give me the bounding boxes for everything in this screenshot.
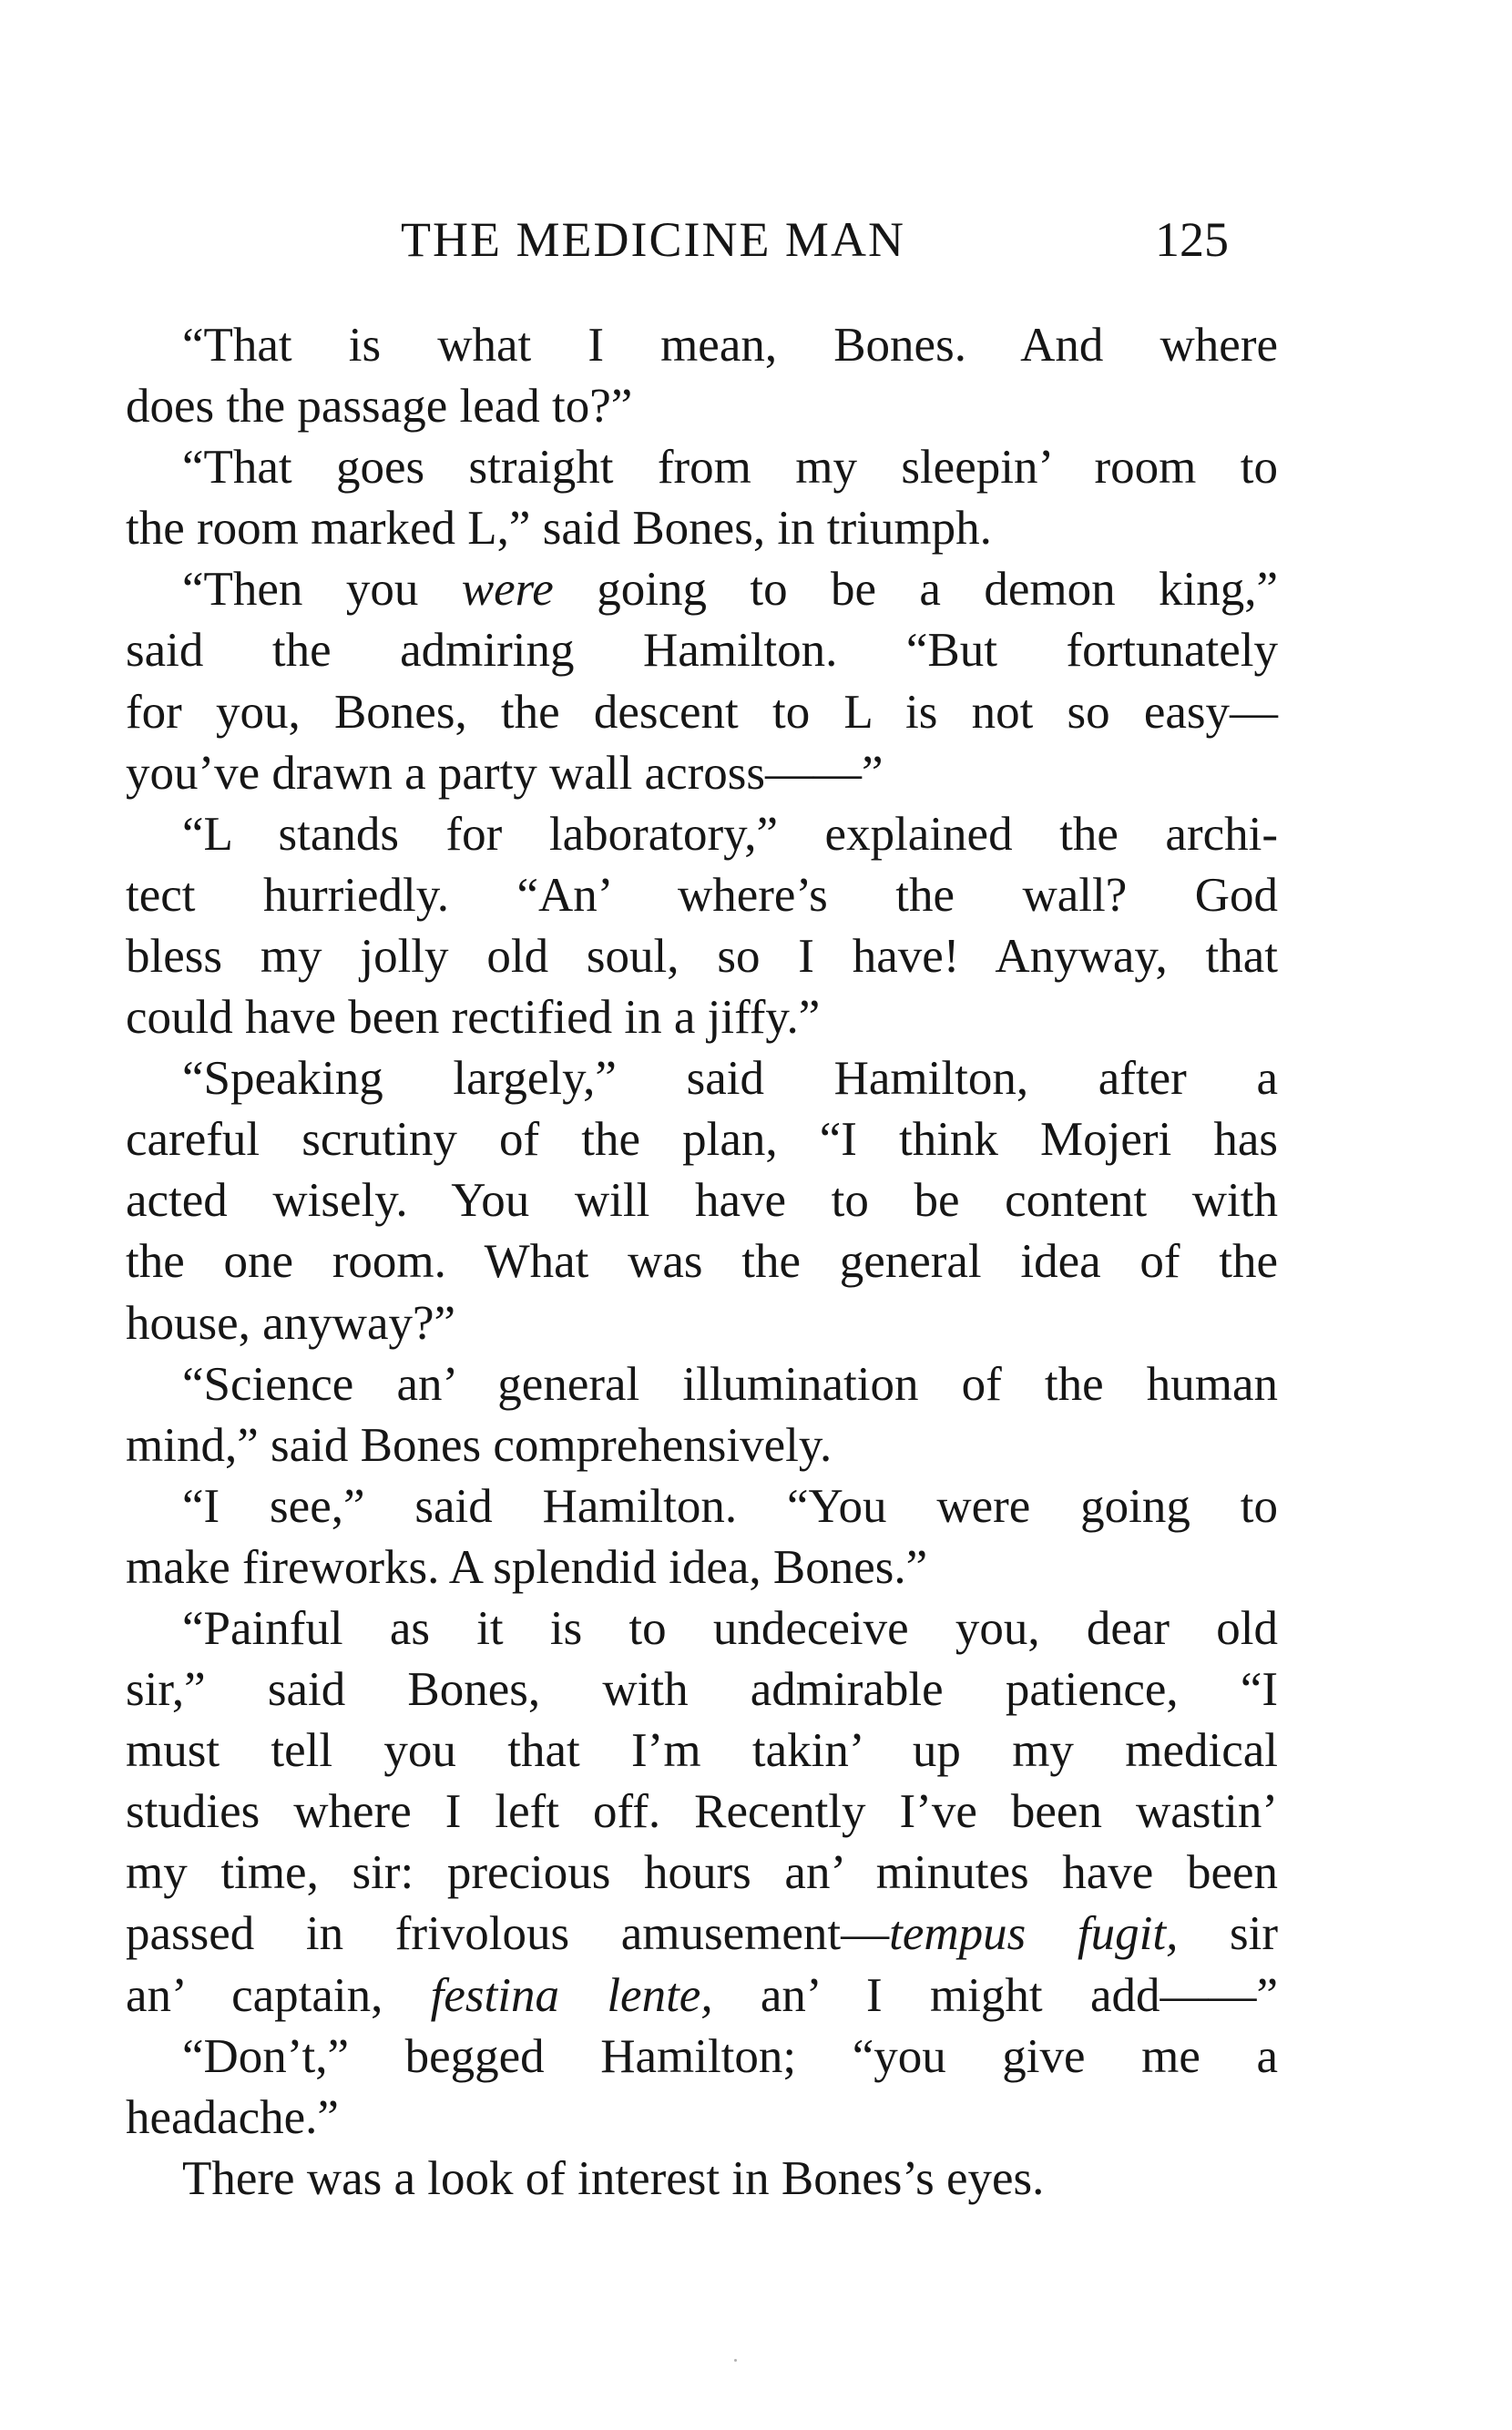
text-run: “Then you <box>182 563 462 617</box>
text-line <box>126 1598 1278 1659</box>
text-run: There was a look of interest in Bones’s eyes. <box>182 2151 1045 2205</box>
italic-run: tempus fugit, <box>889 1907 1179 1961</box>
body-text <box>126 315 1278 2210</box>
text-line <box>126 1843 1278 1904</box>
text-line <box>126 682 1278 743</box>
text-line <box>126 1537 1278 1598</box>
page-number: 125 <box>1155 212 1229 267</box>
text-line <box>126 315 1278 376</box>
text-line <box>126 2088 1278 2149</box>
text-run: must tell you that I’m takin’ up my medical <box>126 1724 1278 1778</box>
text-run: the room marked L,” said Bones, in triumph. <box>126 502 992 556</box>
text-run: “That goes straight from my sleepin’ room to <box>182 441 1278 495</box>
text-run: for you, Bones, the descent to L is not so easy— <box>126 685 1278 739</box>
text-run: sir,” said Bones, with admirable patience, “I <box>126 1663 1278 1717</box>
text-line <box>126 1415 1278 1476</box>
text-line <box>126 1170 1278 1231</box>
text-run: headache.” <box>126 2090 339 2144</box>
text-run: “Speaking largely,” said Hamilton, after a <box>182 1052 1278 1106</box>
text-line <box>126 1354 1278 1415</box>
text-run: careful scrutiny of the plan, “I think Mojeri has <box>126 1113 1278 1167</box>
text-run: “That is what I mean, Bones. And where <box>182 319 1278 372</box>
text-line <box>126 1476 1278 1537</box>
text-run: an’ captain, <box>126 1968 431 2022</box>
text-line <box>126 2027 1278 2088</box>
running-head <box>0 208 1512 271</box>
text-run: said the admiring Hamilton. “But fortunately <box>126 624 1278 678</box>
text-run: the one room. What was the general idea of the <box>126 1235 1278 1289</box>
text-line <box>126 1720 1278 1782</box>
text-line <box>126 1231 1278 1292</box>
text-run: sir <box>1178 1907 1278 1961</box>
text-run: does the passage lead to?” <box>126 380 633 434</box>
text-line <box>126 2149 1278 2210</box>
text-run: could have been rectified in a jiffy.” <box>126 991 821 1045</box>
text-line <box>126 376 1278 437</box>
text-run: you’ve drawn a party wall across——” <box>126 746 884 800</box>
text-line <box>126 1048 1278 1109</box>
text-line <box>126 743 1278 804</box>
text-run: passed in frivolous amusement— <box>126 1907 890 1961</box>
italic-run: were <box>461 563 554 617</box>
text-run: “Painful as it is to undeceive you, dear old <box>182 1601 1278 1655</box>
text-run: an’ I might add——” <box>712 1968 1278 2022</box>
text-line <box>126 1782 1278 1843</box>
text-line <box>126 1109 1278 1170</box>
text-line <box>126 1904 1278 1965</box>
text-run: my time, sir: precious hours an’ minutes have been <box>126 1846 1278 1900</box>
text-run: house, anyway?” <box>126 1296 456 1350</box>
text-run: “Science an’ general illumination of the human <box>182 1357 1278 1411</box>
text-line <box>126 498 1278 559</box>
text-run: mind,” said Bones comprehensively. <box>126 1418 833 1472</box>
text-line <box>126 437 1278 498</box>
text-run: tect hurriedly. “An’ where’s the wall? God <box>126 868 1278 922</box>
text-line <box>126 1659 1278 1720</box>
text-run: “L stands for laboratory,” explained the archi- <box>182 807 1278 861</box>
italic-run: festina lente, <box>430 1968 713 2022</box>
text-run: “I see,” said Hamilton. “You were going to <box>182 1479 1278 1533</box>
paper-speck <box>734 2359 737 2362</box>
text-line <box>126 1965 1278 2027</box>
text-run: “Don’t,” begged Hamilton; “you give me a <box>182 2029 1278 2083</box>
text-line <box>126 987 1278 1048</box>
text-line <box>126 926 1278 987</box>
text-line <box>126 804 1278 865</box>
text-run: make fireworks. A splendid idea, Bones.” <box>126 1540 928 1594</box>
running-title: THE MEDICINE MAN <box>401 212 905 267</box>
text-run: bless my jolly old soul, so I have! Anyway, that <box>126 929 1278 983</box>
text-line <box>126 559 1278 620</box>
text-run: acted wisely. You will have to be content with <box>126 1174 1278 1228</box>
text-line <box>126 865 1278 926</box>
text-run: going to be a demon king,” <box>553 563 1278 617</box>
text-line <box>126 1293 1278 1354</box>
text-run: studies where I left off. Recently I’ve been wastin’ <box>126 1785 1278 1839</box>
text-line <box>126 620 1278 681</box>
